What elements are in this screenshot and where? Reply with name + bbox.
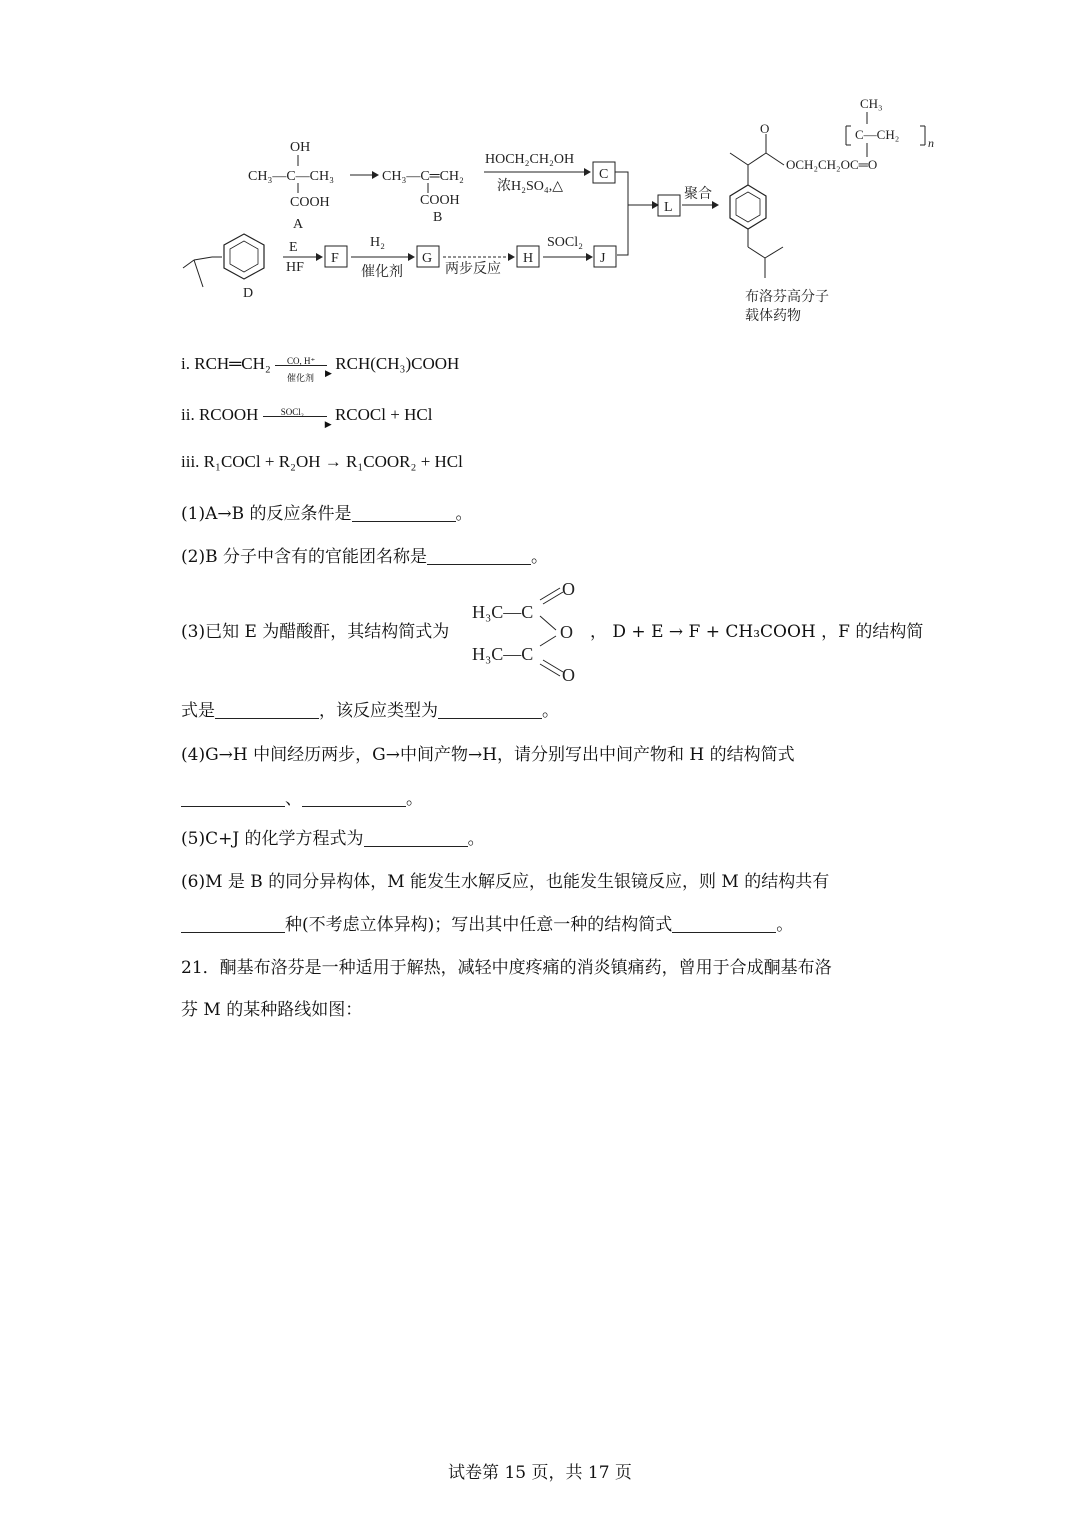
SOCl2-reagent: SOCl₂: [547, 235, 584, 250]
catalyst-label: 催化剂: [361, 264, 403, 280]
answer-blank[interactable]: [302, 788, 406, 807]
question-2: (2)B 分子中含有的官能团名称是 。: [181, 547, 548, 567]
question-4: (4)G→H 中间经历两步，G→中间产物→H，请分别写出中间产物和 H 的结构简式: [181, 745, 795, 765]
reaction-i-cond-top: CO, H⁺: [287, 356, 316, 367]
polymer-CH3: CH₃: [860, 96, 883, 111]
question-3-line-2: 式是 ，该反应类型为 。: [181, 701, 559, 721]
polymer-chain: C—CH₂: [855, 127, 900, 142]
answer-blank[interactable]: [427, 546, 531, 565]
ester-chain: OCH₂CH₂OC═O: [786, 157, 878, 172]
two-step-label: 两步反应: [445, 261, 501, 277]
question-21-line-2: 芬 M 的某种路线如图：: [181, 1000, 363, 1020]
svg-text:O: O: [562, 665, 575, 685]
A-bottom: COOH: [290, 195, 330, 210]
question-21: 21．酮基布洛芬是一种适用于解热，减轻中度疼痛的消炎镇痛药，曾用于合成酮基布洛: [181, 958, 832, 978]
A-main: CH₃—C—CH₃: [248, 169, 334, 184]
svg-text:J: J: [600, 251, 606, 266]
reaction-iii: iii. R₁COCl + R₂OH → R₁COOR₂ + HCl: [181, 452, 463, 471]
svg-text:O: O: [560, 622, 573, 642]
reaction-i: i. RCH═CH₂ CO, H⁺ ▶ 催化剂 RCH(CH₃)COOH: [181, 352, 459, 376]
answer-blank[interactable]: [215, 700, 319, 719]
synthesis-scheme: [0, 0, 1080, 340]
polymer-carbonyl-O: O: [760, 121, 770, 136]
answer-blank[interactable]: [364, 828, 468, 847]
svg-text:H: H: [523, 251, 534, 266]
B-bottom: COOH: [420, 193, 460, 208]
reaction-i-cond-bottom: 催化剂: [287, 374, 315, 385]
D-label: D: [243, 286, 254, 301]
answer-blank[interactable]: [181, 788, 285, 807]
answer-blank[interactable]: [352, 503, 456, 522]
reaction-ii-cond: SOCl₂: [280, 407, 304, 418]
question-3-line-1: (3)已知 E 为醋酸酐，其结构简式为: [181, 622, 450, 642]
question-4-blanks: 、 。: [181, 787, 423, 811]
HF-reagent: HF: [286, 260, 304, 275]
reagent-acid: 浓H₂SO₄,△: [497, 179, 564, 194]
answer-blank[interactable]: [672, 914, 776, 933]
svg-text:G: G: [422, 251, 433, 266]
polymer-n: n: [928, 136, 934, 150]
product-name-1: 布洛芬高分子: [745, 289, 829, 305]
reaction-ii: ii. RCOOH SOCl₂ ▶ RCOCl + HCl: [181, 403, 432, 427]
svg-text:H₃C—C: H₃C—C: [472, 644, 534, 664]
answer-blank[interactable]: [181, 914, 285, 933]
H2-reagent: H₂: [370, 235, 385, 250]
E-reagent: E: [289, 240, 298, 255]
polymerize-label: 聚合: [684, 186, 712, 202]
question-1: (1)A→B 的反应条件是 。: [181, 504, 473, 524]
B-label: B: [433, 210, 443, 225]
question-6: (6)M 是 B 的同分异构体，M 能发生水解反应，也能发生银镜反应，则 M 的结构共有: [181, 872, 830, 892]
reagent-glycol: HOCH₂CH₂OH: [485, 152, 575, 167]
question-6-line-2: 种(不考虑立体异构)；写出其中任意一种的结构简式 。: [181, 913, 793, 937]
svg-text:O: O: [562, 579, 575, 599]
A-label: A: [293, 217, 304, 232]
A-top: OH: [290, 140, 311, 155]
question-3-line-1b: ， D + E → F + CH₃COOH ，F 的结构简: [590, 622, 924, 642]
B-main: CH₃—C═CH₂: [382, 169, 464, 184]
svg-text:C: C: [599, 167, 609, 182]
svg-text:F: F: [331, 251, 339, 266]
question-5: (5)C+J 的化学方程式为 。: [181, 829, 485, 849]
acetic-anhydride-structure: [468, 578, 598, 688]
svg-text:L: L: [664, 200, 673, 215]
page-footer: 试卷第 15 页，共 17 页: [448, 1463, 632, 1483]
product-name-2: 载体药物: [745, 308, 801, 324]
answer-blank[interactable]: [438, 700, 542, 719]
svg-text:H₃C—C: H₃C—C: [472, 602, 534, 622]
